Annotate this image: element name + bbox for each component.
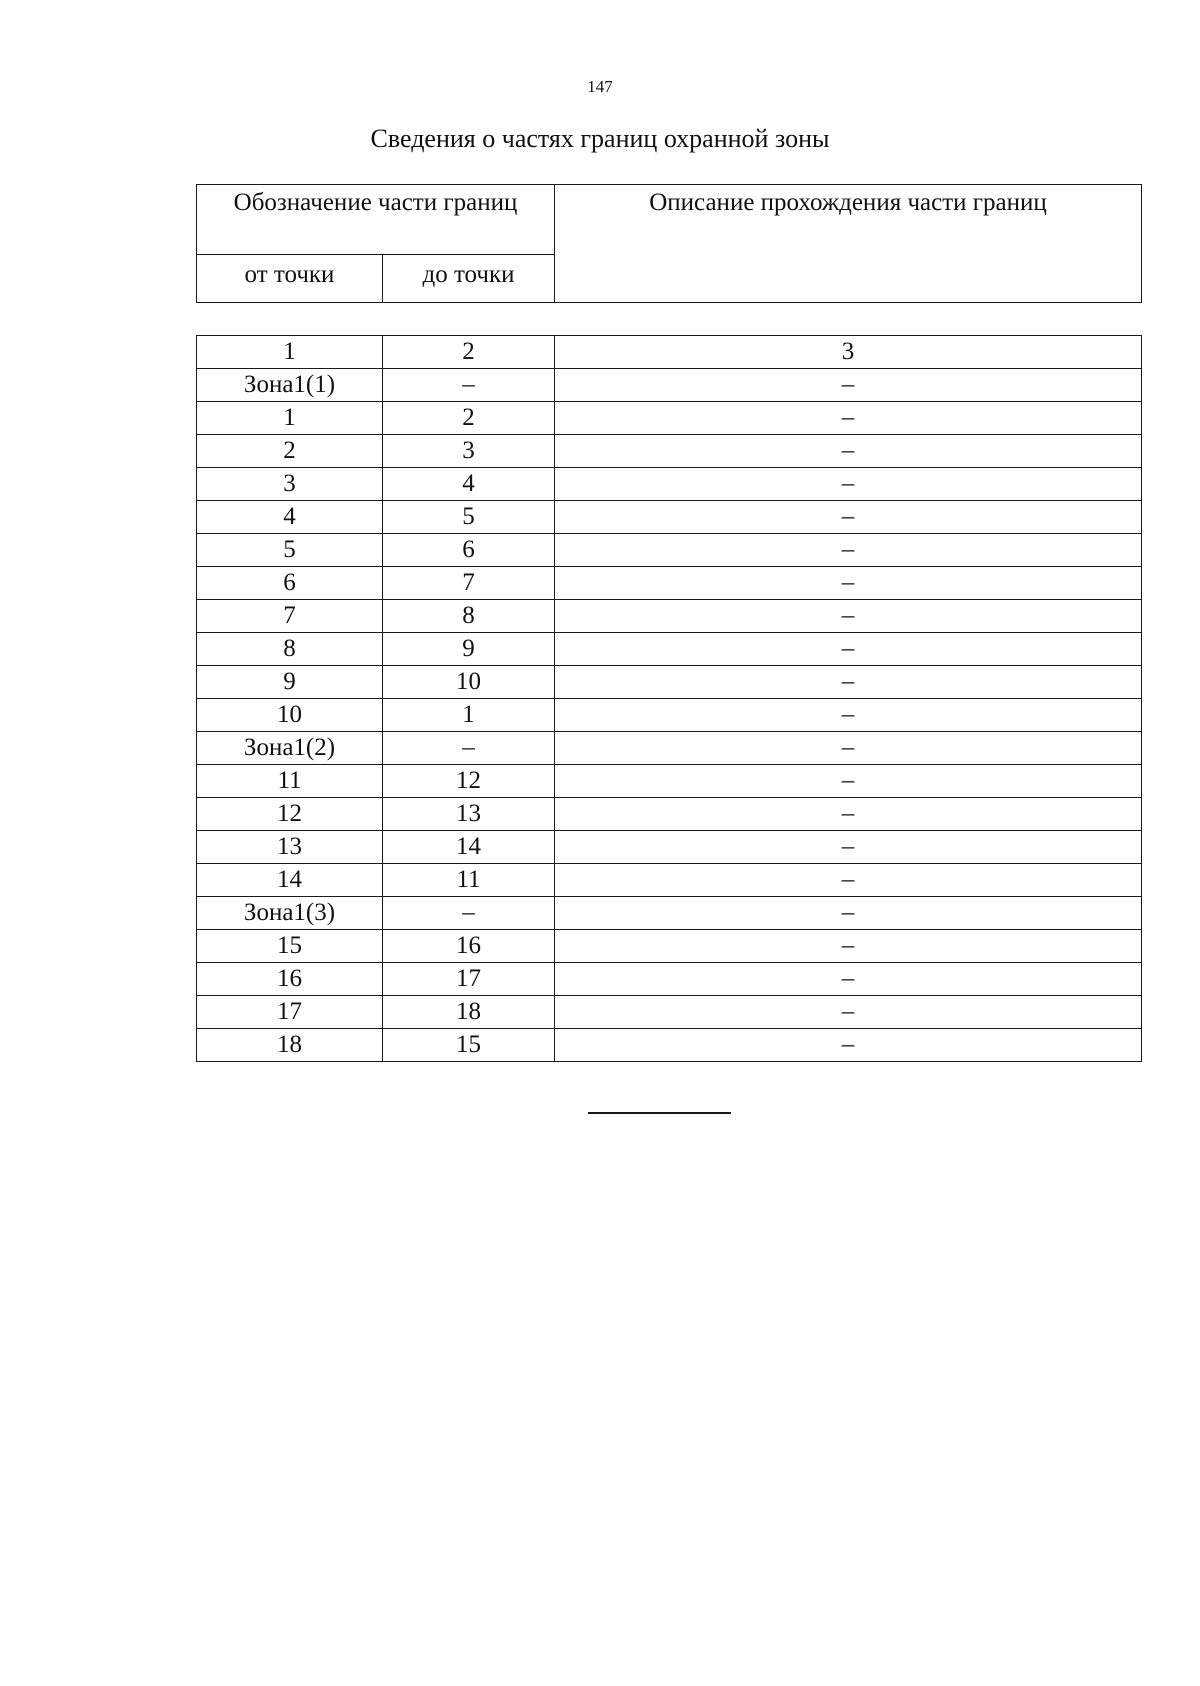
column-number-2: 2 xyxy=(383,336,555,369)
cell-to-point: – xyxy=(383,897,555,930)
cell-from-point: Зона1(2) xyxy=(197,732,383,765)
cell-from-point: 9 xyxy=(197,666,383,699)
table-row xyxy=(197,501,1142,534)
cell-to-point: 12 xyxy=(383,765,555,798)
cell-from-point: 3 xyxy=(197,468,383,501)
table-row xyxy=(197,435,1142,468)
cell-to-point: 1 xyxy=(383,699,555,732)
cell-description: – xyxy=(555,501,1142,534)
table-row xyxy=(197,864,1142,897)
cell-from-point: 6 xyxy=(197,567,383,600)
cell-from-point: 14 xyxy=(197,864,383,897)
table-row xyxy=(197,600,1142,633)
table-row xyxy=(197,963,1142,996)
cell-description: – xyxy=(555,996,1142,1029)
cell-from-point: 13 xyxy=(197,831,383,864)
cell-description: – xyxy=(555,831,1142,864)
table-row xyxy=(197,699,1142,732)
table-row xyxy=(197,1029,1142,1062)
cell-from-point: 12 xyxy=(197,798,383,831)
header-from-point: от точки xyxy=(197,255,383,303)
table-row xyxy=(197,765,1142,798)
cell-from-point: 10 xyxy=(197,699,383,732)
cell-to-point: 18 xyxy=(383,996,555,1029)
cell-description: – xyxy=(555,732,1142,765)
boundary-parts-table xyxy=(196,184,1142,1062)
cell-from-point: 4 xyxy=(197,501,383,534)
cell-from-point: 2 xyxy=(197,435,383,468)
end-divider-line xyxy=(588,1112,731,1114)
column-number-1: 1 xyxy=(197,336,383,369)
cell-description: – xyxy=(555,468,1142,501)
cell-description: – xyxy=(555,369,1142,402)
cell-from-point: 18 xyxy=(197,1029,383,1062)
cell-description: – xyxy=(555,864,1142,897)
header-gap xyxy=(197,303,1142,336)
table-row xyxy=(197,402,1142,435)
table-body xyxy=(197,303,1142,1062)
cell-to-point: 11 xyxy=(383,864,555,897)
table-row xyxy=(197,369,1142,402)
cell-to-point: 6 xyxy=(383,534,555,567)
cell-to-point: – xyxy=(383,369,555,402)
table-row xyxy=(197,732,1142,765)
cell-to-point: 3 xyxy=(383,435,555,468)
cell-description: – xyxy=(555,765,1142,798)
cell-description: – xyxy=(555,435,1142,468)
cell-to-point: 16 xyxy=(383,930,555,963)
table-header xyxy=(197,185,1142,303)
cell-from-point: 8 xyxy=(197,633,383,666)
cell-description: – xyxy=(555,897,1142,930)
header-to-point: до точки xyxy=(383,255,555,303)
cell-description: – xyxy=(555,798,1142,831)
cell-to-point: 10 xyxy=(383,666,555,699)
table-row xyxy=(197,798,1142,831)
cell-to-point: 15 xyxy=(383,1029,555,1062)
header-row-group xyxy=(197,185,1142,255)
table-row xyxy=(197,666,1142,699)
column-number-row xyxy=(197,336,1142,369)
cell-description: – xyxy=(555,699,1142,732)
cell-description: – xyxy=(555,666,1142,699)
cell-description: – xyxy=(555,600,1142,633)
cell-description: – xyxy=(555,567,1142,600)
cell-to-point: 9 xyxy=(383,633,555,666)
cell-description: – xyxy=(555,1029,1142,1062)
table-row xyxy=(197,633,1142,666)
cell-to-point: 14 xyxy=(383,831,555,864)
cell-from-point: 16 xyxy=(197,963,383,996)
cell-description: – xyxy=(555,930,1142,963)
header-boundary-designation: Обозначение части границ xyxy=(197,185,555,255)
cell-to-point: – xyxy=(383,732,555,765)
table-row xyxy=(197,567,1142,600)
cell-to-point: 8 xyxy=(383,600,555,633)
cell-from-point: 5 xyxy=(197,534,383,567)
cell-to-point: 5 xyxy=(383,501,555,534)
document-title: Сведения о частях границ охранной зоны xyxy=(370,124,830,153)
cell-description: – xyxy=(555,402,1142,435)
cell-description: – xyxy=(555,534,1142,567)
cell-to-point: 2 xyxy=(383,402,555,435)
column-number-3: 3 xyxy=(555,336,1142,369)
cell-from-point: 11 xyxy=(197,765,383,798)
header-boundary-description: Описание прохождения части границ xyxy=(555,185,1142,303)
table-row xyxy=(197,468,1142,501)
cell-to-point: 17 xyxy=(383,963,555,996)
cell-description: – xyxy=(555,963,1142,996)
cell-from-point: Зона1(1) xyxy=(197,369,383,402)
cell-to-point: 4 xyxy=(383,468,555,501)
table-row xyxy=(197,930,1142,963)
cell-from-point: Зона1(3) xyxy=(197,897,383,930)
table-row xyxy=(197,831,1142,864)
cell-from-point: 17 xyxy=(197,996,383,1029)
cell-from-point: 1 xyxy=(197,402,383,435)
cell-to-point: 13 xyxy=(383,798,555,831)
table-row xyxy=(197,534,1142,567)
cell-description: – xyxy=(555,633,1142,666)
cell-from-point: 7 xyxy=(197,600,383,633)
cell-to-point: 7 xyxy=(383,567,555,600)
table-row xyxy=(197,996,1142,1029)
page-number: 147 xyxy=(587,77,613,96)
cell-from-point: 15 xyxy=(197,930,383,963)
table-row xyxy=(197,897,1142,930)
